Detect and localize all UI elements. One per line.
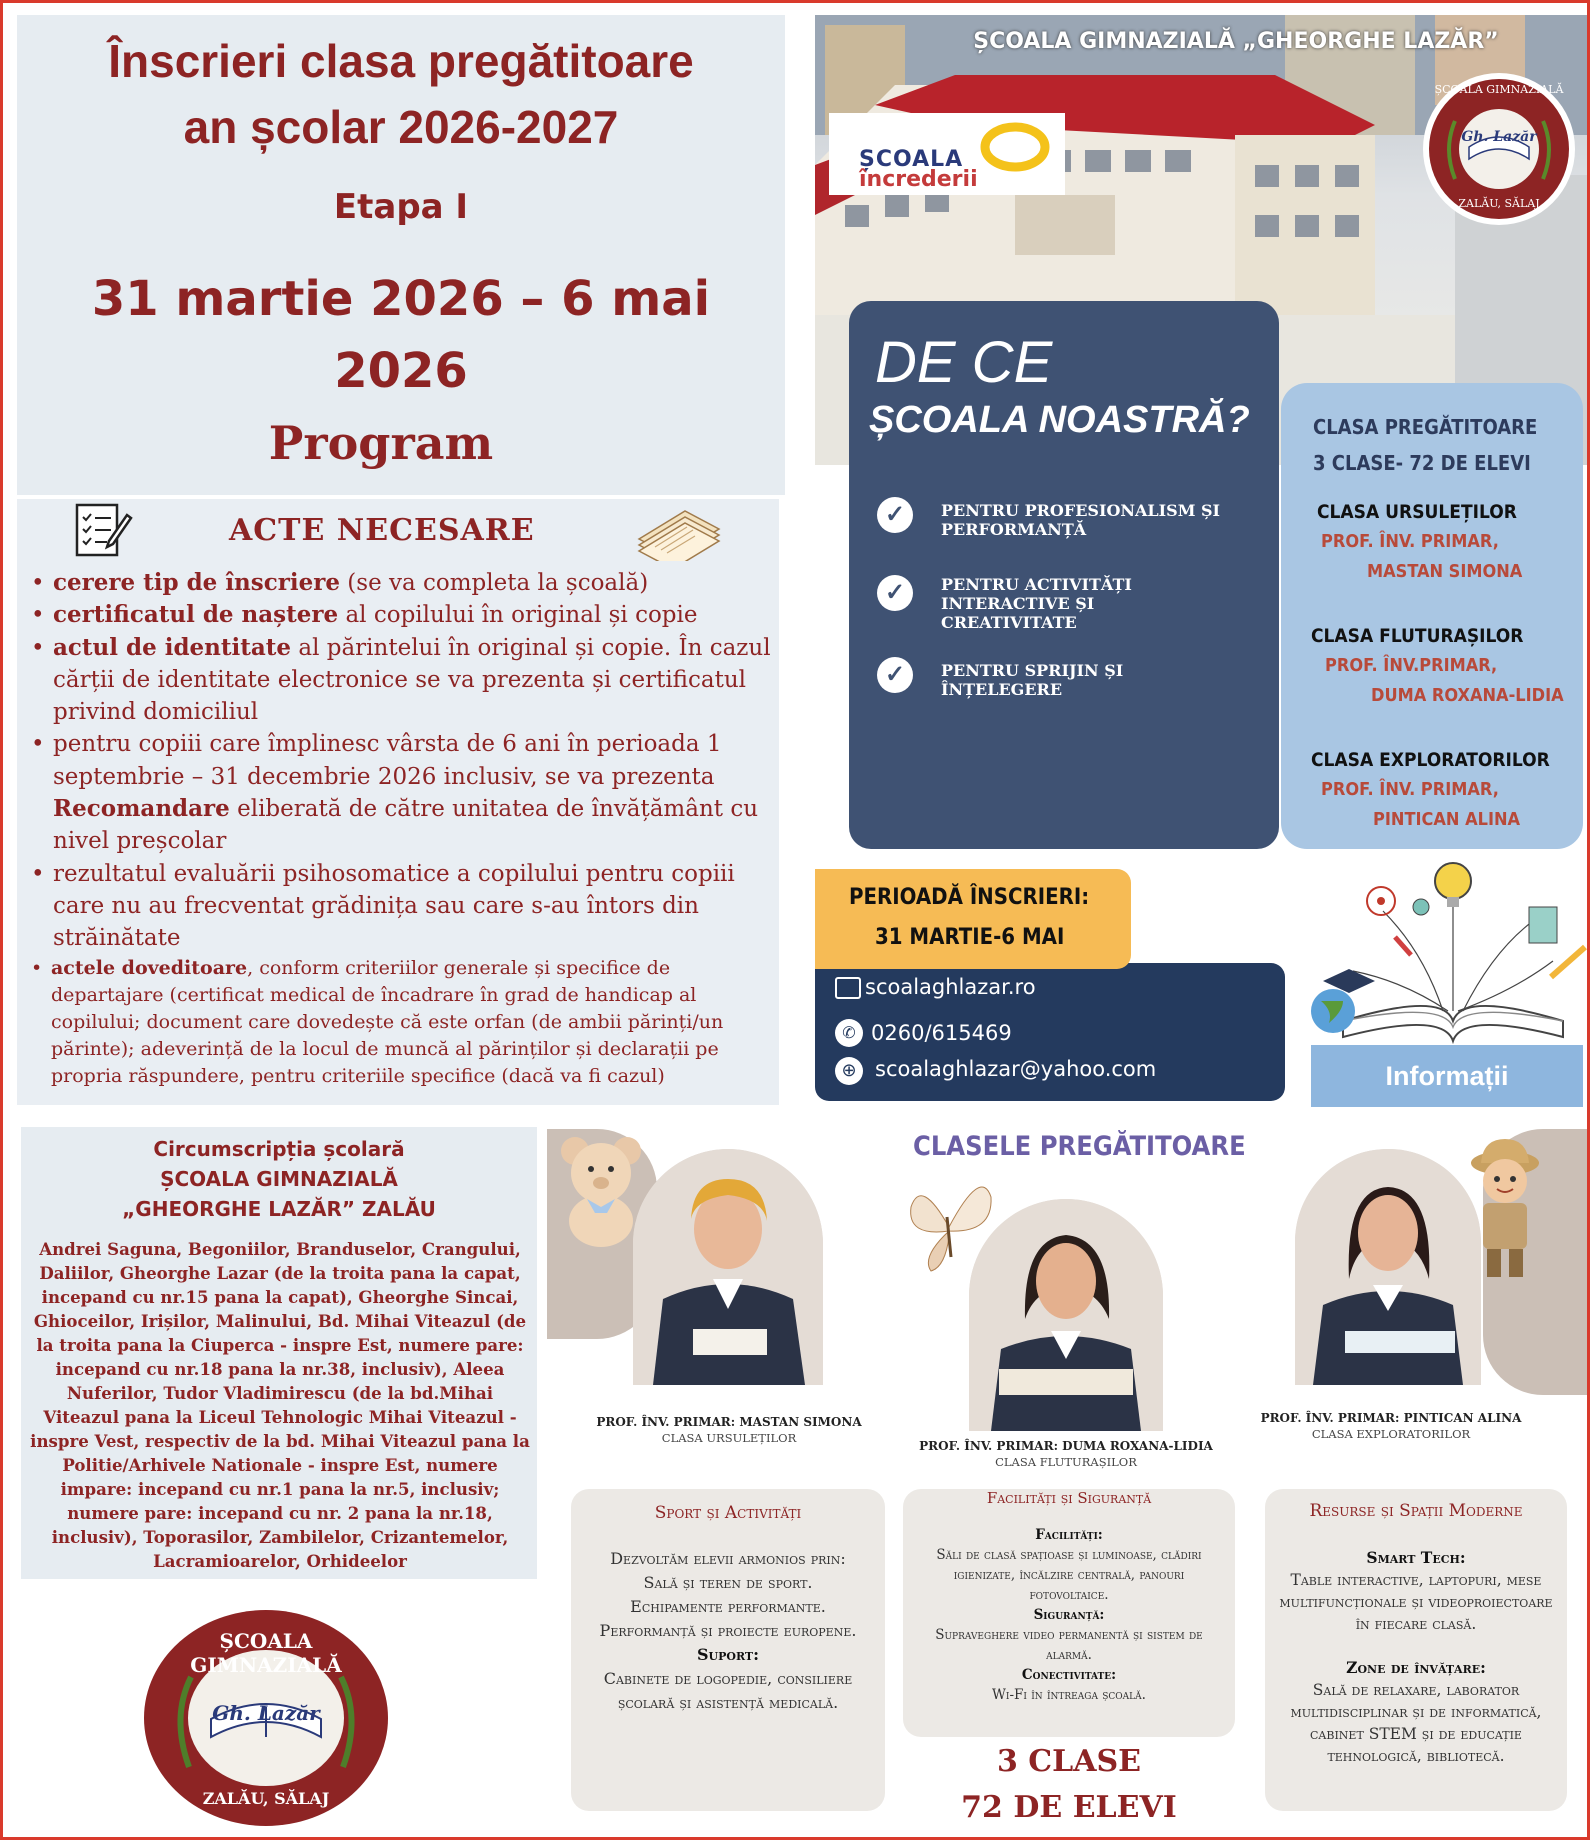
circ-title1: Circumscripția școlară [153, 1137, 405, 1161]
reason-2: PENTRU ACTIVITĂȚI INTERACTIVE ȘI CREATIVITATE [941, 575, 1132, 632]
enrollment-period [815, 869, 1131, 969]
doc-item: • actele doveditoare, conform criteriilor generale și specifice de departajare (certificat medical de încadrare în grad de handicap al copilului; document care dovedește că este orfan (de ambii părinți/un părinte); adeverință de la locul de muncă al părinților și declarații pe propria răspundere, pentru criteriile specifice (dacă va fi cazul) [31, 955, 779, 1090]
checklist-icon [73, 501, 133, 559]
dates-line2: 2026 [334, 343, 468, 399]
class-teacher-2: DUMA ROXANA-LIDIA [1371, 685, 1564, 706]
logo-top-text: ȘCOALA GIMNAZIALĂ [1434, 83, 1564, 96]
large-logo-center-text: Gh. Lazăr [212, 1701, 320, 1725]
totals-students: 72 DE ELEVI [961, 1790, 1177, 1825]
modern-resources-card [1265, 1489, 1567, 1811]
why-title2: ȘCOALA NOASTRĂ? [869, 399, 1250, 441]
classes-title1: CLASA PREGĂTITOARE [1313, 415, 1538, 439]
email-text: scoalaghlazar@yahoo.com [875, 1057, 1157, 1081]
facilities-safety-card [903, 1489, 1235, 1737]
reason-1: PENTRU PROFESIONALISM ȘI PERFORMANȚĂ [941, 501, 1221, 539]
logo-bottom-text: ZALĂU, SĂLAJ [1458, 197, 1540, 210]
class-teacher-3: PINTICAN ALINA [1373, 809, 1521, 830]
period-label: PERIOADĂ ÎNSCRIERI: [849, 885, 1090, 910]
check-icon: ✓ [877, 575, 913, 611]
doc-item: • pentru copiii care împlinesc vârsta de 6 ani în perioada 1 septembrie – 31 decembrie 2026 inclusiv, se va prezenta Recomandare eliberată de către unitatea de învățământ cu nivel preșcolar [31, 728, 779, 857]
acte-title: ACTE NECESARE [229, 513, 535, 548]
required-documents [17, 499, 779, 1105]
documents-list [31, 567, 779, 1090]
logo-center-text: Gh. Lazăr [1461, 129, 1537, 145]
trust-badge-line2: încrederii [859, 167, 978, 192]
phone-text: 0260/615469 [871, 1021, 1012, 1045]
circ-title2: ȘCOALA GIMNAZIALĂ [160, 1167, 398, 1191]
title-line2: an școlar 2026-2027 [183, 101, 619, 153]
teachers-title: CLASELE PREGĂTITOARE [913, 1131, 1246, 1162]
doc-item: • rezultatul evaluării psihosomatice a copilului pentru copiii care nu au frecventat grădinița sau care s-au întors din străinătate [31, 858, 779, 955]
resources-body: Smart Tech: Table interactive, laptopuri, mese multifuncționale și videoproiectoare în fiecare clasă. Zone de învățare: Sală de relaxare, laborator multidisciplinar și de informatică, cabinet STEM și de educație tehnologică, bibliotecă. [1279, 1548, 1553, 1765]
doc-item: • certificatul de naștere al copilului în original și copie [31, 599, 779, 631]
large-logo-bottom-text: ZALĂU, SĂLAJ [202, 1789, 330, 1808]
class-name-2: CLASA FLUTURAȘILOR [1311, 625, 1524, 647]
sport-title: Sport și Activități [654, 1503, 802, 1523]
why-our-school [849, 301, 1279, 849]
why-title1: DE CE [875, 330, 1053, 395]
facilities-title: Facilități și Siguranță [986, 1489, 1152, 1507]
teacher-name-3: PROF. ÎNV. PRIMAR: PINTICAN ALINA [1260, 1411, 1522, 1425]
teacher-portrait-1 [633, 1149, 823, 1385]
laptop-icon [835, 977, 861, 999]
school-logo-small [1419, 69, 1579, 229]
check-icon: ✓ [877, 657, 913, 693]
school-banner: ȘCOALA GIMNAZIALĂ „GHEORGHE LAZĂR” [973, 29, 1499, 54]
teacher-photo-2 [969, 1199, 1163, 1431]
phone-icon: ✆ [835, 1019, 863, 1047]
teacher-name-1: PROF. ÎNV. PRIMAR: MASTAN SIMONA [596, 1415, 862, 1429]
trust-badge [829, 113, 1065, 195]
reason-3: PENTRU SPRIJIN ȘI ÎNȚELEGERE [941, 661, 1124, 699]
teacher-photo-3 [1295, 1149, 1481, 1385]
classes-panel [1281, 383, 1583, 849]
resources-title: Resurse și Spații Moderne [1309, 1501, 1523, 1521]
classes-title2: 3 CLASE- 72 DE ELEVI [1313, 451, 1531, 475]
class-teacher-1: MASTAN SIMONA [1367, 561, 1523, 582]
teacher-portrait-2 [969, 1199, 1163, 1431]
totals [903, 1739, 1235, 1831]
totals-classes: 3 CLASE [996, 1744, 1142, 1779]
teacher-class-3: CLASA EXPLORATORILOR [1311, 1427, 1471, 1441]
stage-label: Etapa I [333, 187, 469, 227]
info-label: Informații [1311, 1045, 1583, 1107]
circ-title3: „GHEORGHE LAZĂR” ZALĂU [122, 1197, 436, 1221]
doc-item: • cerere tip de înscriere (se va completa la școală) [31, 567, 779, 599]
website-text: scoalaghlazar.ro [865, 975, 1036, 999]
class-role-3: PROF. ÎNV. PRIMAR, [1321, 779, 1499, 800]
class-role-1: PROF. ÎNV. PRIMAR, [1321, 531, 1499, 552]
trust-badge-line1: ȘCOALA [859, 147, 964, 172]
doc-item: • actul de identitate al părintelui în original și copie. În cazul cărții de identitate electronice se va prezenta și certificatul privind domiciliul [31, 632, 779, 729]
period-dates: 31 MARTIE-6 MAI [875, 925, 1065, 950]
check-icon: ✓ [877, 497, 913, 533]
globe-icon: ⊕ [835, 1057, 863, 1085]
sport-activities-card [571, 1489, 885, 1811]
class-role-2: PROF. ÎNV.PRIMAR, [1325, 655, 1498, 676]
school-circumscription [21, 1127, 537, 1579]
education-book-illustration [1303, 851, 1590, 1051]
contact-box [815, 963, 1285, 1101]
documents-stack-icon [635, 505, 723, 561]
sun-ring-icon [975, 119, 1055, 179]
class-name-1: CLASA URSULEȚILOR [1317, 501, 1517, 523]
teacher-class-2: CLASA FLUTURAȘILOR [995, 1455, 1137, 1469]
enrollment-header [17, 15, 785, 495]
dates-line1: 31 martie 2026 – 6 mai [91, 271, 711, 327]
teacher-portrait-3 [1295, 1149, 1481, 1385]
school-logo-large [141, 1607, 391, 1829]
explorer-kid-icon [1459, 1133, 1551, 1283]
title-line1: Înscrieri clasa pregătitoare [108, 35, 694, 87]
sport-body: Dezvoltăm elevii armonios prin: Sală și teren de sport. Echipamente performante. Performanță și proiecte europene. Suport: Cabinete de logopedie, consiliere școlară și asistență medicală. [599, 1549, 857, 1712]
program-label: Program [268, 416, 494, 470]
large-logo-top-text: ȘCOALA GIMNAZIALĂ [190, 1629, 342, 1677]
facilities-body: Facilități: Săli de clasă spațioase și luminoase, clădiri igienizate, încălzire centrală, panouri fotovoltaice. Siguranță: Supraveghere video permanentă și sistem de alarmă. Conectivitate: Wi-Fi în întreaga școală. [935, 1527, 1203, 1703]
class-name-3: CLASA EXPLORATORILOR [1311, 749, 1550, 771]
teacher-name-2: PROF. ÎNV. PRIMAR: DUMA ROXANA-LIDIA [919, 1439, 1213, 1453]
teacher-class-1: CLASA URSULEȚILOR [661, 1431, 797, 1445]
circ-streets: Andrei Saguna, Begoniilor, Branduselor, Crangului, Daliilor, Gheorghe Lazar (de la troita pana la capat, incepand cu nr.15 pana la capat), Gheorghe Sincai, Ghioceilor, Irișilor, Malinului, Bd. Mihai Viteazul (de la troita pana la Ciuperca - inspre Est, numere pare: incepand cu nr.18 pana la nr.38, inclusiv), Aleea Nuferilor, Tudor Vladimirescu (de la bd.Mihai Viteazul pana la Liceul Tehnologic Mihai Viteazul - inspre Vest, respectiv de la bd. Mihai Viteazul pana la Politie/Arhivele Nationale - inspre Est, numere impare: incepand cu nr.1 pana la nr.5, inclusiv; numere pare: incepand cu nr. 2 pana la nr.18, inclusiv), Toporasilor, Zambilelor, Crizantemelor, Lacramioarelor, Orhideelor [30, 1239, 530, 1571]
teacher-photo-1 [633, 1149, 823, 1385]
